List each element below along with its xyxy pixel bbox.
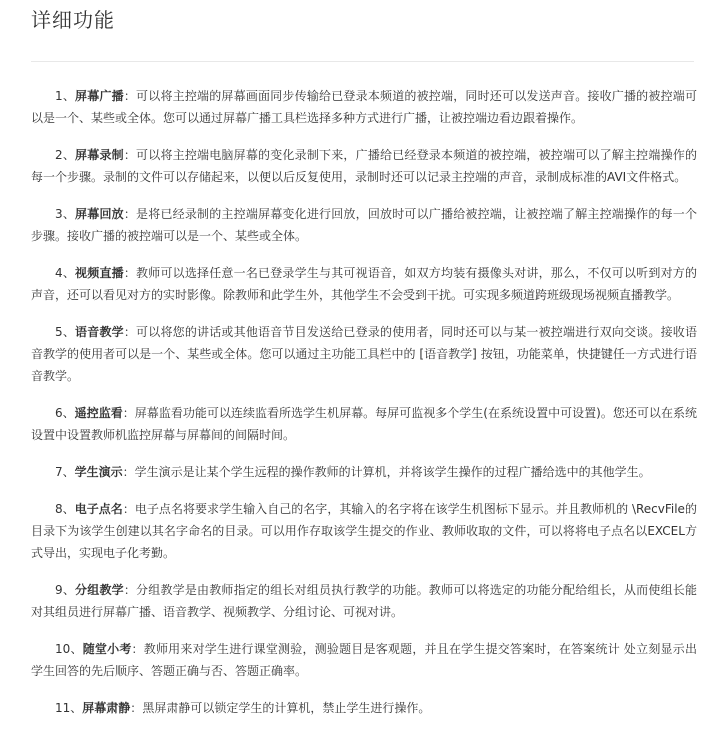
item-separator: ： [123,207,137,221]
item-separator: ： [122,502,135,516]
item-description: 学生演示是让某个学生远程的操作教师的计算机，并将该学生操作的过程广播给选中的其他学生。 [134,465,651,479]
item-separator: ： [123,148,137,162]
feature-item-screen-recording [31,144,697,188]
item-term: 随堂小考 [82,642,132,656]
feature-item-quiz [31,638,697,682]
feature-item-screen-lock [31,697,697,719]
item-number: 11、 [55,701,83,715]
item-description: 可以将主控端电脑屏幕的变化录制下来，广播给已经登录本频道的被控端，被控端可以了解主控端操作的每一个步骤。录制的文件可以存储起来，以便以后反复使用，录制时还可以记录主控端的声音，录制成标准的AVI文件格式。 [31,148,697,184]
item-separator: ： [130,701,143,715]
item-separator: ： [122,465,135,479]
feature-list [31,85,697,734]
item-term: 电子点名 [74,502,123,516]
item-number: 8、 [55,502,75,516]
section-title: 详细功能 [31,8,115,32]
item-description: 屏幕监看功能可以连续监看所选学生机屏幕。每屏可监视多个学生(在系统设置中可设置)。您还可以在系统设置中设置教师机监控屏幕与屏幕间的间隔时间。 [31,406,697,442]
title-divider [31,61,694,62]
feature-item-video-live [31,262,697,306]
item-number: 4、 [55,266,76,280]
feature-item-remote-monitor [31,402,697,446]
feature-item-voice-teaching [31,321,697,387]
item-separator: ： [123,583,137,597]
item-term: 分组教学 [75,583,124,597]
item-term: 视频直播 [75,266,124,280]
item-description: 是将已经录制的主控端屏幕变化进行回放，回放时可以广播给被控端，让被控端了解主控端操作的每一个步骤。接收广播的被控端可以是一个、某些或全体。 [31,207,697,243]
item-term: 学生演示 [74,465,123,479]
item-separator: ： [123,266,137,280]
item-number: 7、 [55,465,75,479]
item-description: 分组教学是由教师指定的组长对组员执行教学的功能。教师可以将选定的功能分配给组长，从而使组长能对其组员进行屏幕广播、语音教学、视频教学、分组讨论、可视对讲。 [31,583,697,619]
item-number: 1、 [55,89,76,103]
feature-item-student-demo [31,461,697,483]
item-number: 10、 [55,642,83,656]
item-term: 屏幕回放 [75,207,124,221]
item-number: 5、 [55,325,76,339]
item-description: 教师用来对学生进行课堂测验，测验题目是客观题，并且在学生提交答案时，在答案统计 处立刻显示出学生回答的先后顺序、答题正确与否、答题正确率。 [31,642,697,678]
feature-item-screen-playback [31,203,697,247]
item-description: 黑屏肃静可以锁定学生的计算机，禁止学生进行操作。 [142,701,431,715]
item-separator: ： [122,406,135,420]
feature-item-roll-call [31,498,697,564]
item-term: 屏幕广播 [75,89,124,103]
item-description: 可以将主控端的屏幕画面同步传输给已登录本频道的被控端，同时还可以发送声音。接收广播的被控端可以是一个、某些或全体。您可以通过屏幕广播工具栏选择多种方式进行广播，让被控端边看边跟着操作。 [31,89,697,125]
item-number: 2、 [55,148,76,162]
item-description: 可以将您的讲话或其他语音节目发送给已登录的使用者，同时还可以与某一被控端进行双向交谈。接收语音教学的使用者可以是一个、某些或全体。您可以通过主功能工具栏中的 [语音教学] 按钮，功能菜单，快捷键任一方式进行语音教学。 [31,325,697,383]
item-description: 教师可以选择任意一名已登录学生与其可视语音，如双方均装有摄像头对讲，那么，不仅可以听到对方的声音，还可以看见对方的实时影像。除教师和此学生外，其他学生不会受到干扰。可实现多频道跨班级现场视频直播教学。 [31,266,697,302]
item-term: 语音教学 [75,325,124,339]
feature-item-group-teaching [31,579,697,623]
item-number: 3、 [55,207,76,221]
item-number: 6、 [55,406,75,420]
item-separator: ： [123,89,137,103]
item-term: 屏幕肃静 [82,701,131,715]
item-term: 屏幕录制 [75,148,124,162]
item-description: 电子点名将要求学生输入自己的名字，其输入的名字将在该学生机图标下显示。并且教师机的 \RecvFile的目录下为该学生创建以其名字命名的目录。可以用作存取该学生提交的作业、教师收取的文件，可以将将电子点名以EXCEL方式导出，实现电子化考勤。 [31,502,697,560]
item-separator: ： [131,642,144,656]
item-term: 遥控监看 [74,406,123,420]
feature-item-screen-broadcast [31,85,697,129]
item-number: 9、 [55,583,76,597]
item-separator: ： [123,325,137,339]
